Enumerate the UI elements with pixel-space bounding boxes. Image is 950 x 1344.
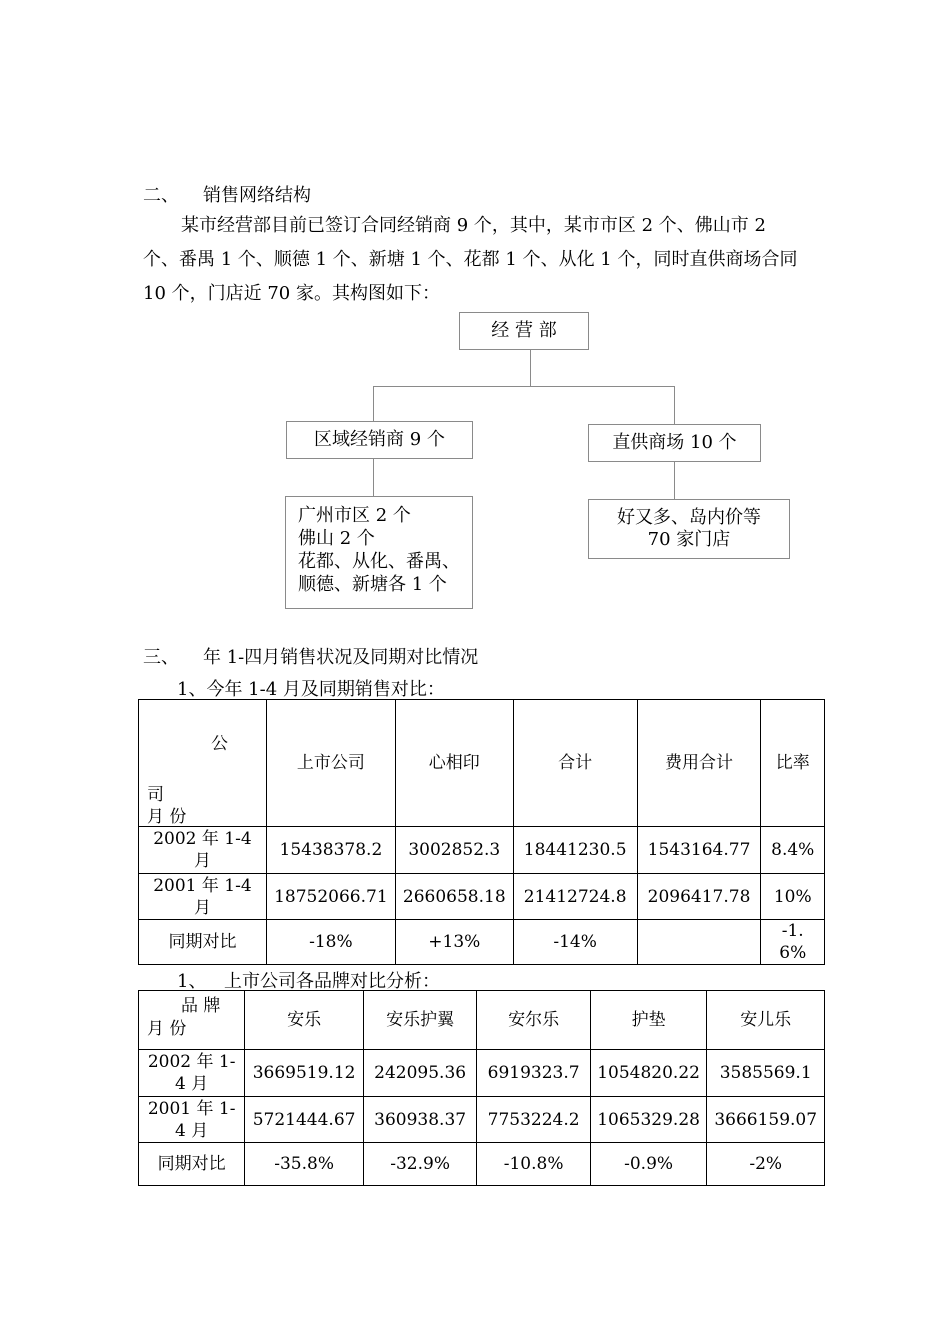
corner-label-brand: 品 牌 (181, 996, 221, 1016)
table-cell: -14% (513, 920, 637, 965)
corner-label-month: 月 份 (147, 1019, 187, 1039)
row-label: 2002 年 1-4 月 (139, 1050, 245, 1097)
paragraph-line-2: 个、番禺 1 个、顺德 1 个、新塘 1 个、花都 1 个、从化 1 个，同时直供商场合同 (143, 249, 798, 270)
row-label: 2001 年 1-4 月 (139, 1097, 245, 1143)
table-corner-cell (139, 700, 267, 827)
column-header: 安乐 (245, 991, 364, 1050)
org-root-label: 经 营 部 (491, 320, 557, 341)
table-row (139, 920, 825, 965)
org-connector (373, 459, 374, 496)
table-cell (637, 920, 761, 965)
table-cell: 1054820.22 (590, 1050, 707, 1097)
table-cell: +13% (395, 920, 513, 965)
section3-title: 年 1-四月销售状况及同期对比情况 (203, 647, 479, 668)
org-connector (674, 386, 675, 424)
org-left-child-line: 广州市区 2 个 (298, 505, 411, 526)
org-connector (674, 462, 675, 499)
table-row (139, 827, 825, 874)
table-row (139, 874, 825, 920)
org-right-child-line: 好又多、岛内价等 (617, 507, 761, 528)
org-left-child-line: 佛山 2 个 (298, 528, 375, 549)
brand-comparison-table (138, 990, 825, 1186)
table-cell: 3585569.1 (707, 1050, 825, 1097)
table-cell: 360938.37 (363, 1097, 476, 1143)
org-left-label: 区域经销商 9 个 (314, 429, 445, 450)
table-cell: 3002852.3 (395, 827, 513, 874)
table-cell: -32.9% (363, 1143, 476, 1186)
corner-label-month: 月 份 (147, 807, 187, 827)
row-label: 2001 年 1-4 月 (139, 874, 267, 920)
paragraph-line-3: 10 个，门店近 70 家。其构图如下： (143, 283, 440, 304)
row-label: 同期对比 (139, 1143, 245, 1186)
table-cell: -10.8% (477, 1143, 590, 1186)
org-left-child-line: 顺德、新塘各 1 个 (298, 574, 447, 595)
column-header: 上市公司 (266, 700, 395, 827)
row-label: 同期对比 (139, 920, 267, 965)
table-cell: 21412724.8 (513, 874, 637, 920)
org-connector (373, 386, 675, 387)
table-cell: 6919323.7 (477, 1050, 590, 1097)
table-cell: -18% (266, 920, 395, 965)
table-cell: 242095.36 (363, 1050, 476, 1097)
table-header-row (139, 991, 825, 1050)
table-corner-cell (139, 991, 245, 1050)
table-cell: 10% (761, 874, 825, 920)
table2-caption: 上市公司各品牌对比分析： (224, 971, 440, 992)
table-cell: 15438378.2 (266, 827, 395, 874)
column-header: 比率 (761, 700, 825, 827)
org-left-child-line: 花都、从化、番禺、 (298, 551, 460, 572)
column-header: 安儿乐 (707, 991, 825, 1050)
table-cell: -2% (707, 1143, 825, 1186)
table-cell: -0.9% (590, 1143, 707, 1186)
column-header: 安乐护翼 (363, 991, 476, 1050)
sales-comparison-table (138, 699, 825, 965)
table-cell: 2096417.78 (637, 874, 761, 920)
table-cell: 18752066.71 (266, 874, 395, 920)
table-cell: 1065329.28 (590, 1097, 707, 1143)
column-header: 心相印 (395, 700, 513, 827)
org-left-box (286, 421, 473, 459)
column-header: 安尔乐 (477, 991, 590, 1050)
table-row (139, 1050, 825, 1097)
org-root-box (459, 312, 589, 350)
table-cell: 2660658.18 (395, 874, 513, 920)
table-cell: -1.6% (761, 920, 825, 965)
table-row (139, 1143, 825, 1186)
row-label: 2002 年 1-4 月 (139, 827, 267, 874)
table-cell: 1543164.77 (637, 827, 761, 874)
section2-title: 销售网络结构 (203, 185, 311, 206)
table-row (139, 1097, 825, 1143)
corner-label-company-top: 公 (211, 734, 228, 754)
table-cell: 18441230.5 (513, 827, 637, 874)
org-right-box (588, 424, 761, 462)
table-cell: 5721444.67 (245, 1097, 364, 1143)
column-header: 护垫 (590, 991, 707, 1050)
table1-caption: 1、今年 1-4 月及同期销售对比： (177, 679, 445, 700)
table2-caption-number: 1、 (177, 971, 207, 992)
column-header: 费用合计 (637, 700, 761, 827)
table-cell: 3666159.07 (707, 1097, 825, 1143)
table-cell: 7753224.2 (477, 1097, 590, 1143)
table-cell: -35.8% (245, 1143, 364, 1186)
table-cell: 8.4% (761, 827, 825, 874)
table-header-row (139, 700, 825, 827)
org-right-child-line: 70 家门店 (647, 529, 731, 550)
paragraph-line-1: 某市经营部目前已签订合同经销商 9 个，其中，某市市区 2 个、佛山市 2 (181, 215, 766, 236)
section2-number: 二、 (143, 185, 179, 206)
corner-label-company-bottom: 司 (147, 785, 164, 805)
column-header: 合计 (513, 700, 637, 827)
org-left-child-box (285, 496, 473, 609)
section3-number: 三、 (143, 647, 179, 668)
org-right-label: 直供商场 10 个 (612, 432, 737, 453)
org-connector (373, 386, 374, 422)
org-right-child-box (588, 499, 790, 559)
org-connector (530, 350, 531, 387)
table-cell: 3669519.12 (245, 1050, 364, 1097)
